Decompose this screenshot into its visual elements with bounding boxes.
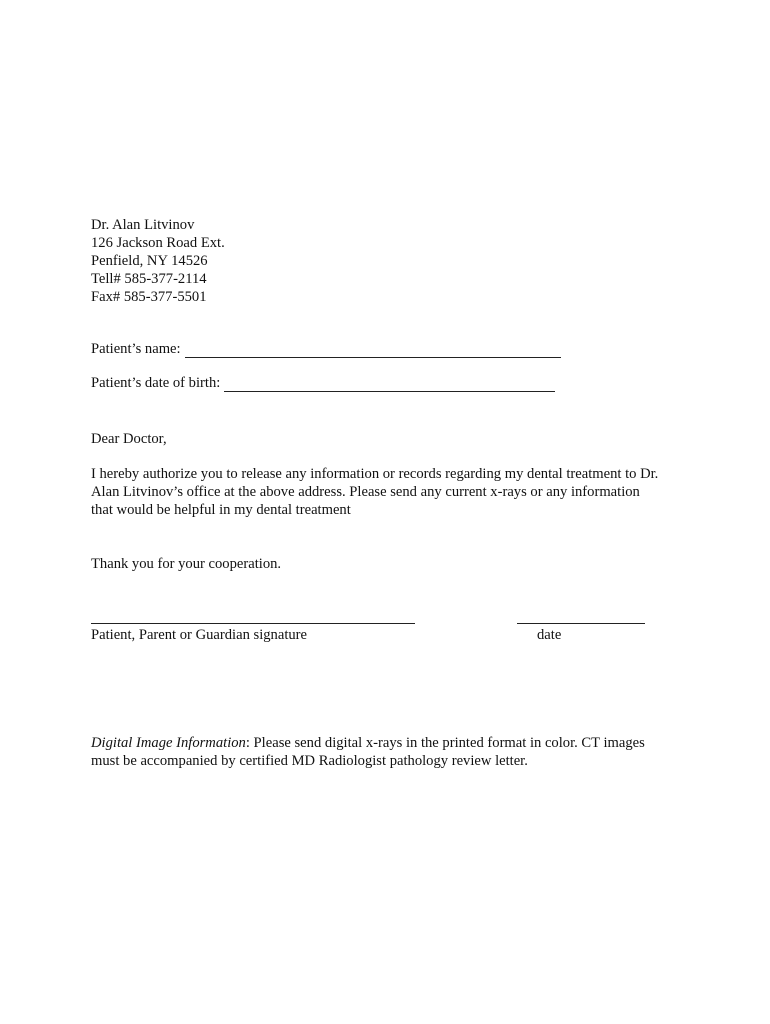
patient-dob-row	[91, 375, 555, 392]
closing-text: Thank you for your cooperation.	[91, 556, 282, 572]
fax-number: Fax# 585-377-5501	[91, 289, 207, 305]
note-line-1	[91, 734, 711, 752]
doctor-name: Dr. Alan Litvinov	[91, 217, 195, 233]
patient-name-row	[91, 341, 561, 358]
patient-name-field[interactable]	[185, 343, 561, 358]
patient-dob-field[interactable]	[224, 377, 555, 392]
signature-line[interactable]	[91, 623, 415, 624]
signature-label: Patient, Parent or Guardian signature	[91, 627, 308, 643]
note-line-1-text: : Please send digital x-rays in the printed format in color. CT images	[245, 735, 645, 751]
note-line-2: must be accompanied by certified MD Radiologist pathology review letter.	[91, 753, 528, 769]
street-address: 126 Jackson Road Ext.	[91, 235, 225, 251]
patient-name-label: Patient’s name:	[91, 341, 181, 357]
digital-image-note	[91, 734, 711, 770]
authorization-paragraph	[91, 465, 711, 519]
authorization-line-1: I hereby authorize you to release any information or records regarding my dental treatment to Dr.	[91, 466, 659, 482]
note-title: Digital Image Information	[91, 735, 246, 751]
date-line[interactable]	[517, 623, 645, 624]
phone-number: Tell# 585-377-2114	[91, 271, 207, 287]
authorization-line-3: that would be helpful in my dental treatment	[91, 502, 351, 518]
patient-dob-label: Patient’s date of birth:	[91, 375, 221, 391]
authorization-line-2: Alan Litvinov’s office at the above address. Please send any current x-rays or any information	[91, 484, 640, 500]
salutation: Dear Doctor,	[91, 431, 167, 447]
date-label: date	[537, 627, 562, 643]
city-state-zip: Penfield, NY 14526	[91, 253, 208, 269]
